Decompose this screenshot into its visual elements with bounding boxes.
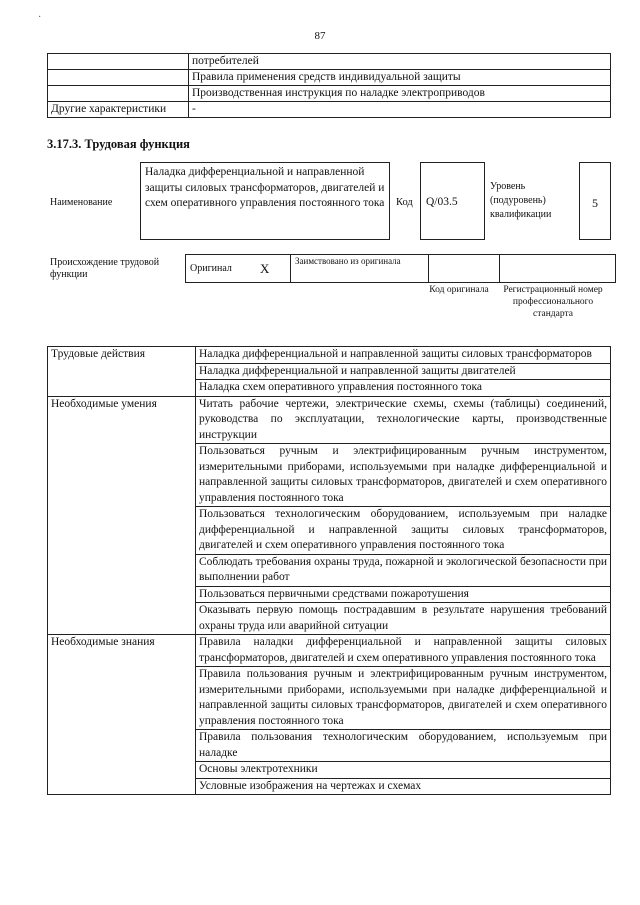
top-table-label-cell: Другие характеристики <box>48 102 189 118</box>
table-row <box>48 396 611 444</box>
reg-number-cell <box>500 255 616 283</box>
table-cell: Правила пользования технологическим оборудованием, используемым при наладке <box>196 730 611 762</box>
level-label-text: Уровень (подуровень) квалификации <box>490 181 552 220</box>
original-label-cell: Оригинал <box>186 255 257 283</box>
table-cell: Пользоваться ручным и электрифицированным ручным инструментом, измерительными приборами, используемыми при наладке дифференциальной и направленной защиты силовых трансформаторов, двигателей и схем оперативного управления постоянного тока <box>196 444 611 507</box>
top-table-value-cell: Производственная инструкция по наладке электроприводов <box>189 86 611 102</box>
function-code-box: Q/03.5 <box>420 162 485 240</box>
table-cell: Читать рабочие чертежи, электрические схемы, схемы (таблицы) соединений, руководства по эксплуатации, технологические карты, производственные инструкции <box>196 396 611 444</box>
section-label-knowledge: Необходимые знания <box>48 635 196 795</box>
original-mark-cell: X <box>256 255 291 283</box>
top-table-label-cell <box>48 86 189 102</box>
table-cell: Условные изображения на чертежах и схемах <box>196 778 611 795</box>
table-cell: Пользоваться первичными средствами пожаротушения <box>196 586 611 603</box>
borrowed-label-cell: Заимствовано из оригинала <box>291 255 429 283</box>
top-table-value-cell: - <box>189 102 611 118</box>
code-original-caption: Код оригинала <box>429 285 489 295</box>
table-row <box>186 255 616 283</box>
table-cell: Основы электротехники <box>196 762 611 779</box>
top-table-value-cell: потребителей <box>189 54 611 70</box>
table-cell: Наладка дифференциальной и направленной защиты двигателей <box>196 363 611 380</box>
scan-marks: · <box>38 12 42 23</box>
table-cell: Наладка схем оперативного управления постоянного тока <box>196 380 611 397</box>
code-label: Код <box>396 197 413 208</box>
table-row <box>48 347 611 364</box>
table-cell: Соблюдать требования охраны труда, пожарной и экологической безопасности при выполнении работ <box>196 554 611 586</box>
name-label: Наименование <box>50 197 113 208</box>
table-row <box>48 86 611 102</box>
table-cell: Наладка дифференциальной и направленной защиты силовых трансформаторов <box>196 347 611 364</box>
reg-number-caption: Регистрационный номер профессионального стандарта <box>503 285 603 319</box>
table-cell: Правила наладки дифференциальной и направленной защиты силовых трансформаторов, двигателей и схем оперативного управления постоянного тока <box>196 635 611 667</box>
origin-table <box>185 254 616 283</box>
top-table-value-cell: Правила применения средств индивидуальной защиты <box>189 70 611 86</box>
page-number: 87 <box>314 30 326 42</box>
table-cell: Пользоваться технологическим оборудованием, используемым при наладке дифференциальной и направленной защиты силовых трансформаторов, двигателей и схем оперативного управления постоянного тока <box>196 507 611 555</box>
origin-label-text: Происхождение трудовой функции <box>50 257 160 280</box>
origin-label <box>50 257 178 281</box>
top-table-label-cell <box>48 70 189 86</box>
main-table <box>47 346 611 795</box>
table-row <box>48 635 611 667</box>
section-label-skills: Необходимые умения <box>48 396 196 635</box>
section-label-actions: Трудовые действия <box>48 347 196 397</box>
code-original-cell <box>429 255 500 283</box>
function-name-box: Наладка дифференциальной и направленной защиты силовых трансформаторов, двигателей и схем оперативного управления постоянного тока <box>140 162 390 240</box>
table-row <box>48 70 611 86</box>
level-box: 5 <box>579 162 611 240</box>
top-table-label-cell <box>48 54 189 70</box>
top-table <box>47 53 611 118</box>
table-cell: Оказывать первую помощь пострадавшим в результате нарушения требований охраны труда или аварийной ситуации <box>196 603 611 635</box>
table-row <box>48 54 611 70</box>
section-heading: 3.17.3. Трудовая функция <box>47 137 190 151</box>
table-row <box>48 102 611 118</box>
table-cell: Правила пользования ручным и электрифицированным ручным инструментом, измерительными приборами, используемыми при наладке дифференциальной и направленной защиты силовых трансформаторов, двигателей и схем оперативного управления постоянного тока <box>196 667 611 730</box>
level-label <box>490 180 575 222</box>
